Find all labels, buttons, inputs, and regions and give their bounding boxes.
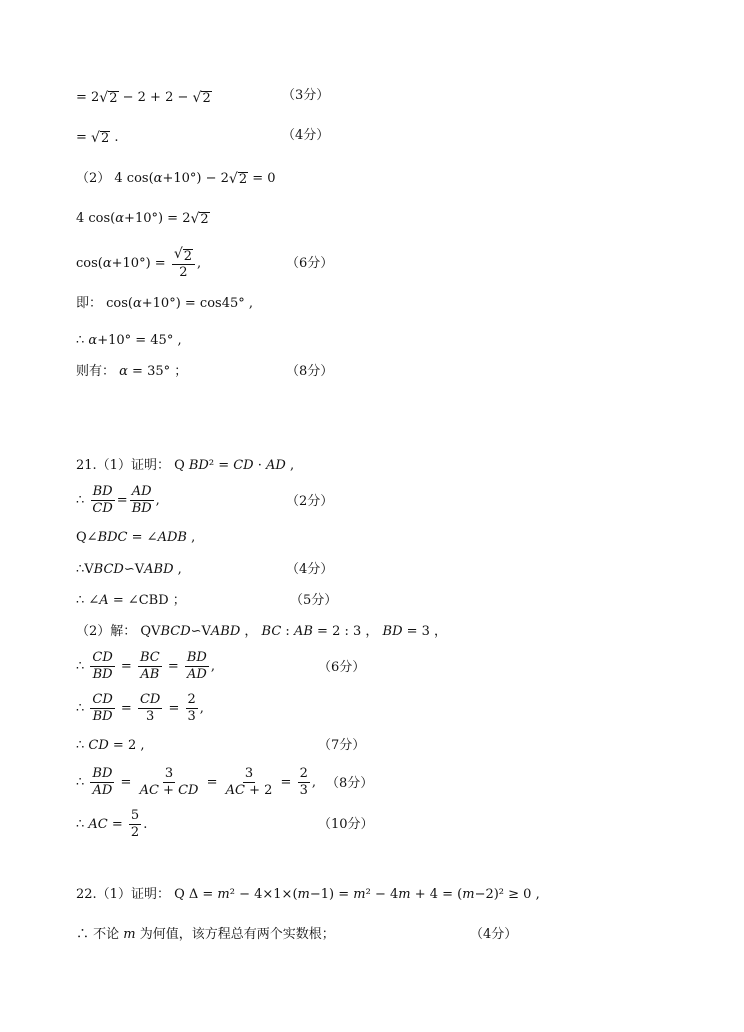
math-line: （2）解： QV BCD ∽V ABD ， BC : AB = 2 : 3 ， BD = 3 ， — [76, 624, 448, 639]
math-line: ∴ $\frac{CD}{BD}$ = $\frac{CD}{3}$ = $\frac{2}{3}$ , — [76, 692, 204, 724]
math-line: ∴ $\frac{BD}{AD}$ = $\frac{3}{AC + CD}$ = $\frac{3}{AC + 2}$ = $\frac{2}{3}$ , — [76, 766, 316, 798]
score-label: （10分） — [318, 817, 374, 832]
score-label: （3分） — [282, 88, 330, 103]
math-line: ∴ $\frac{BD}{CD}$ = $\frac{AD}{BD}$ , — [76, 484, 160, 516]
math-line: 21.（1）证明： Q BD ² = CD · AD , — [76, 458, 295, 473]
score-label: （5分） — [290, 593, 338, 608]
score-label: （2分） — [286, 494, 334, 509]
score-label: （4分） — [286, 562, 334, 577]
math-line: ∴ 不论 m 为何值，该方程总有两个实数根； — [76, 927, 335, 942]
math-line: = 2 √ 2 − 2 + 2 − √ 2 — [76, 90, 211, 106]
math-line: 则有： α = 35° ； — [76, 364, 188, 379]
math-line: （2） 4 cos( α +10°) − 2 √ 2 = 0 — [76, 171, 276, 187]
score-label: （8分） — [286, 364, 334, 379]
math-line: ∴ ∠ A = ∠CBD ； — [76, 593, 186, 608]
math-line: 即： cos( α +10°) = cos45° , — [76, 296, 254, 311]
math-line: = √ 2 . — [76, 130, 119, 146]
score-label: （6分） — [286, 256, 334, 271]
score-label: （4分） — [470, 927, 518, 942]
math-line: cos( α +10°) = √ 2 2 , — [76, 246, 202, 280]
math-line: ∴V BCD ∽V ABD , — [76, 562, 182, 577]
score-label: （6分） — [318, 660, 366, 675]
score-label: （7分） — [318, 738, 366, 753]
math-line: ∴ $\frac{CD}{BD}$ = $\frac{BC}{AB}$ = $\frac{BD}{AD}$ , — [76, 650, 215, 682]
score-label: （8分） — [326, 776, 374, 791]
math-line: Q∠ BDC = ∠ ADB , — [76, 530, 196, 545]
math-line: 22.（1）证明： Q Δ = m ² − 4×1×( m −1) = m ² − 4 m + 4 = ( m −2)² ≥ 0 , — [76, 887, 540, 902]
math-line: 4 cos( α +10°) = 2 √ 2 — [76, 211, 209, 227]
math-line: ∴ CD = 2 , — [76, 738, 145, 753]
math-line: ∴ AC = $\frac{5}{2}$ . — [76, 808, 148, 840]
score-label: （4分） — [282, 128, 330, 143]
math-line: ∴ α +10° = 45° , — [76, 333, 182, 348]
